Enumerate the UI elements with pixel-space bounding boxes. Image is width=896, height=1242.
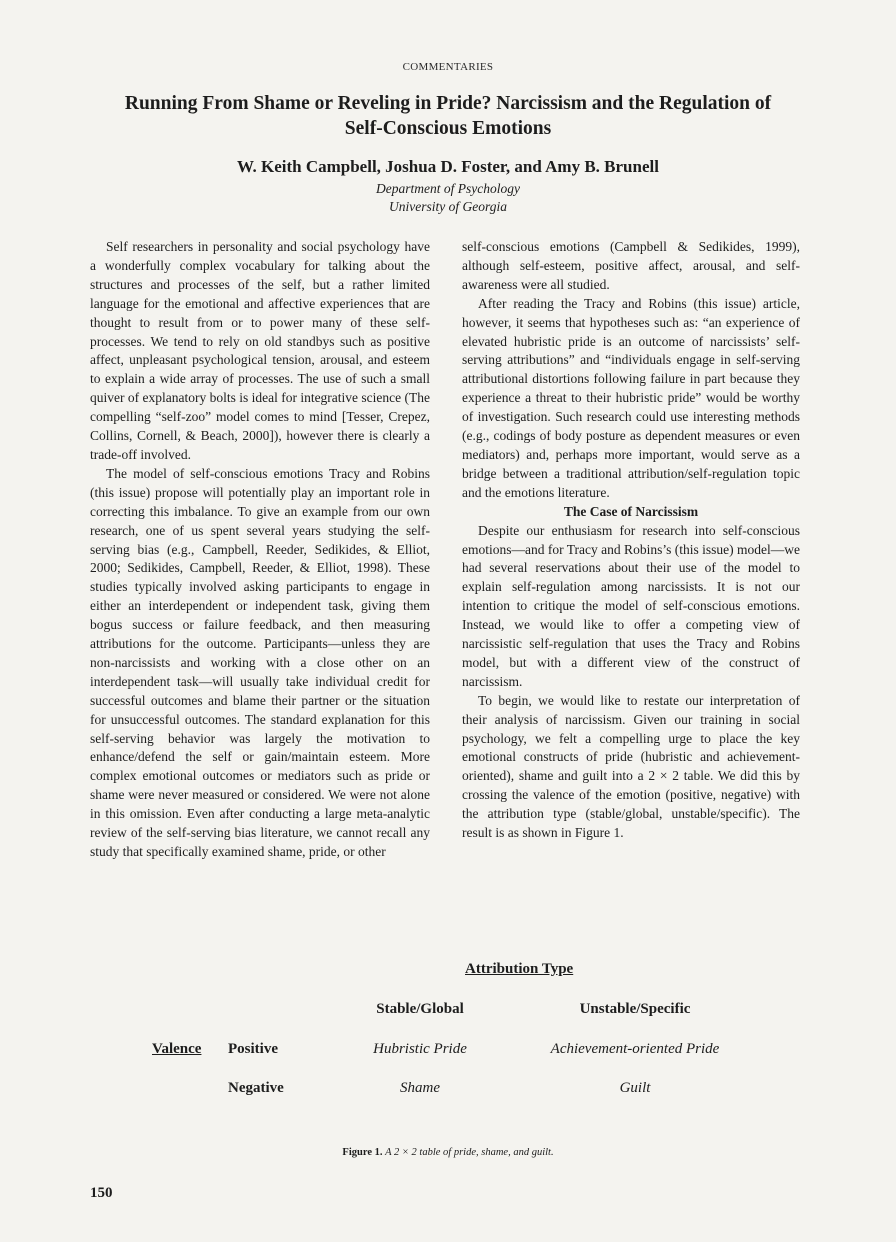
paragraph: To begin, we would like to restate our interpretation of their analysis of narcissism. Given our training in social psychology, we felt a compelling urge to place the key emotional constructs of pride (hubristic and achievement-oriented), shame and guilt into a 2 × 2 table. We did this by crossing the valence of the emotion (positive, negative) with the attribution type (stable/global, unstable/specific). The result is as shown in Figure 1. — [462, 692, 800, 841]
row-label-positive: Positive — [228, 1041, 278, 1057]
cell-achievement-oriented-pride: Achievement-oriented Pride — [550, 1041, 720, 1057]
section-heading: The Case of Narcissism — [563, 503, 699, 519]
paragraph: self-conscious emotions (Campbell & Sedikides, 1999), although self-esteem, positive affect, arousal, and self-awareness were all studied. — [462, 239, 800, 292]
section-label: COMMENTARIES — [402, 61, 494, 73]
figure-caption — [0, 1147, 896, 1158]
affiliation — [0, 180, 896, 216]
row-group-label-valence: Valence — [152, 1041, 202, 1057]
row-label-negative: Negative — [228, 1080, 284, 1096]
cell-hubristic-pride: Hubristic Pride — [373, 1041, 467, 1057]
paragraph: The model of self-conscious emotions Tracy and Robins (this issue) propose will potentially play an important role in correcting this imbalance. To give an example from our own research, one of us spent several years studying the self-serving bias (e.g., Campbell, Reeder, Sedikides, & Elliot, 2000; Sedikides, Campbell, Reeder, & Elliot, 1998). These studies typically involved asking participants to engage in either an interdependent or independent task, giving them bogus success or failure feedback, and then measuring attributions for the outcome. Participants—unless they are non-narcissists and working with a close other on an interdependent task—will usually take individual credit for successful outcomes and blame their partner or the situation for unsuccessful outcomes. The standard explanation for this self-serving behavior was largely the motivation to enhance/defend the self or gain/maintain esteem. More complex emotional outcomes or mediators such as pride or shame were never measured or considered. We were not alone in this omission. Even after conducting a large meta-analytic review of the self-serving bias literature, we cannot recall any study that specifically examined shame, pride, or other — [90, 465, 430, 859]
department: Department of Psychology — [376, 181, 520, 196]
paragraph: Self researchers in personality and social psychology have a wonderfully complex vocabulary for talking about the structures and processes of the self, but a rather limited language for the emotional and affective experiences that are thought to result from or to power many of these self-processes. We tend to rely on old standbys such as positive affect, unpleasant psychological tension, arousal, and esteem to explain a wide array of processes. The use of such a small quiver of explanatory bolts is ideal for integrative science (The compelling “self-zoo” model comes to mind [Tesser, Crepez, Collins, Cornell, & Beach, 2000]), however there is clearly a trade-off involved. — [90, 239, 430, 462]
article-authors: W. Keith Campbell, Joshua D. Foster, and Amy B. Brunell — [237, 157, 659, 176]
university: University of Georgia — [389, 199, 507, 214]
right-column — [462, 238, 800, 843]
column-header-stable-global: Stable/Global — [376, 1001, 464, 1017]
left-column — [90, 238, 430, 862]
paragraph: After reading the Tracy and Robins (this issue) article, however, it seems that hypotheses such as: “an experience of elevated hubristic pride is an outcome of narcissists’ self-serving attributions” and “individuals engage in self-serving attributional distortions following failure in part because they experience a threat to their hubristic pride” would be worthy of investigation. Such research could use interesting methods (e.g., codings of body posture as dependent measures or even mediators) and, perhaps more important, would serve as a bridge between a traditional attribution/self-regulation topic and the emotions literature. — [462, 295, 800, 500]
caption-label: Figure 1. — [342, 1147, 383, 1158]
page-number: 150 — [90, 1185, 113, 1201]
cell-guilt: Guilt — [619, 1080, 651, 1096]
column-header-unstable-specific: Unstable/Specific — [579, 1001, 691, 1017]
figure-title: Attribution Type — [465, 961, 574, 977]
cell-shame: Shame — [400, 1080, 440, 1096]
article-title: Running From Shame or Reveling in Pride? Narcissism and the Regulation of Self-Conscious Emotions — [124, 93, 772, 139]
paragraph: Despite our enthusiasm for research into self-conscious emotions—and for Tracy and Robins’s (this issue) model—we had several reservations about their use of the model to explain self-regulation among narcissists. It is not our intention to critique the model of self-conscious emotions. Instead, we would like to offer a competing view of narcissistic self-regulation that uses the Tracy and Robins model, but with a different view of the construct of narcissism. — [462, 522, 800, 689]
caption-text: A 2 × 2 table of pride, shame, and guilt. — [385, 1147, 554, 1158]
